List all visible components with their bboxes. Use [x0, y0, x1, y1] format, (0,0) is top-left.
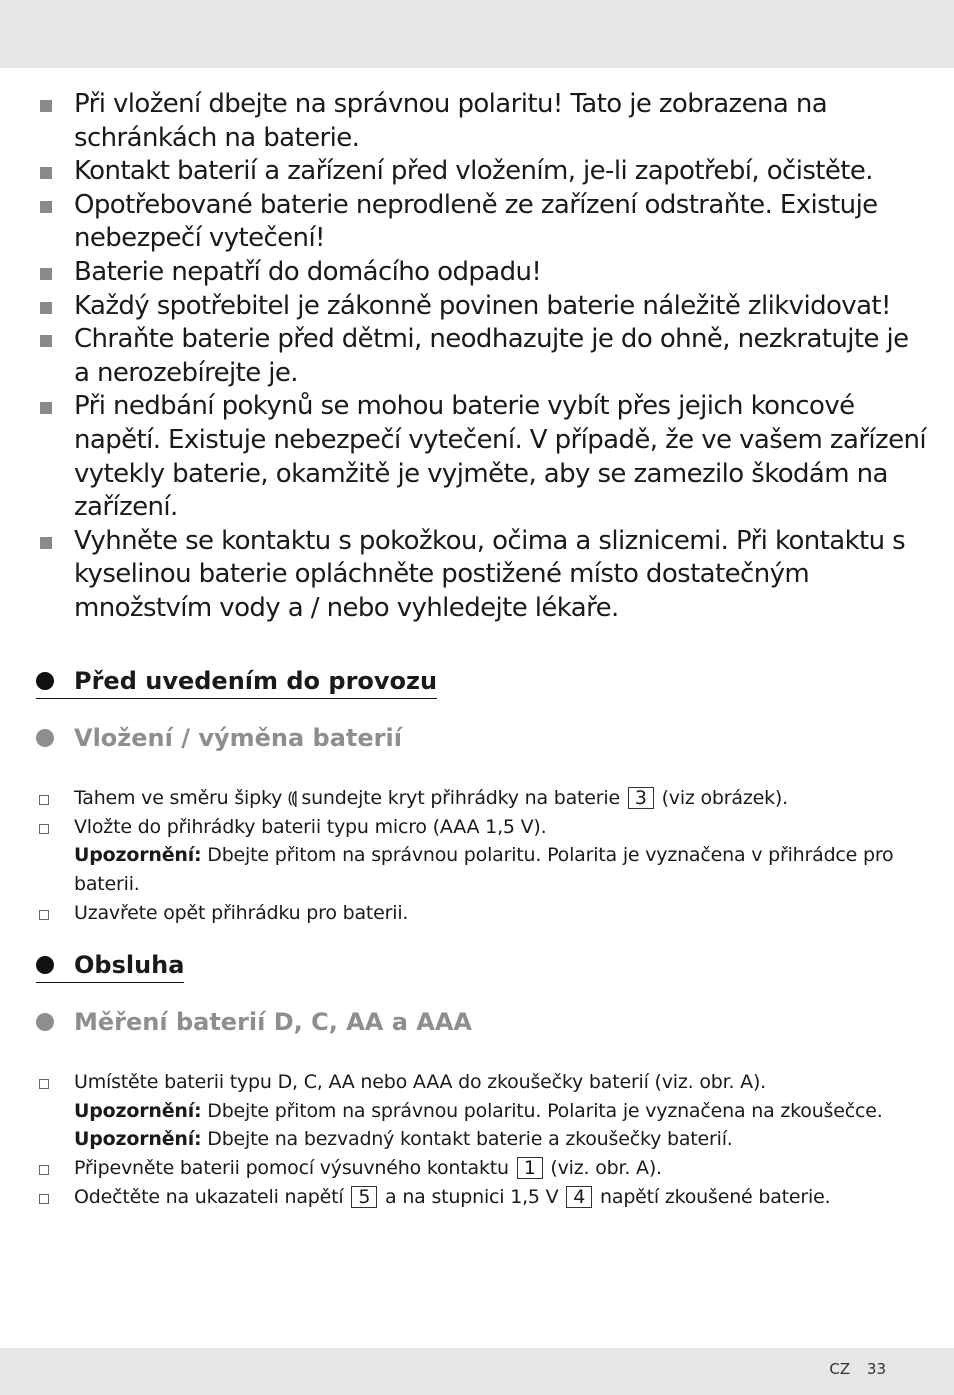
list-item: Odečtěte na ukazateli napětí 5 a na stupnici 1,5 V 4 napětí zkoušené baterie. — [36, 1183, 926, 1212]
square-bullet-icon — [40, 335, 52, 347]
square-bullet-icon — [40, 268, 52, 280]
section-heading: Před uvedením do provozu — [36, 666, 437, 699]
checkbox-bullet-icon — [39, 1079, 49, 1089]
list-item: Vyhněte se kontaktu s pokožkou, očima a sliznicemi. Při kontaktu s kyselinou baterie opláchněte postižené místo dostatečným množstvím vody a / nebo vyhledejte lékaře. — [36, 525, 926, 626]
list-item: Kontakt baterií a zařízení před vložením, je-li zapotřebí, očistěte. — [36, 155, 926, 189]
list-item: Baterie nepatří do domácího odpadu! — [36, 256, 926, 290]
list-item: Opotřebované baterie neprodleně ze zařízení odstraňte. Existuje nebezpečí vytečení! — [36, 189, 926, 256]
section-subheading: Vložení / výměna baterií — [36, 723, 402, 753]
square-bullet-icon — [40, 201, 52, 213]
list-item: Umístěte baterii typu D, C, AA nebo AAA do zkoušečky baterií (viz. obr. A). — [36, 1068, 926, 1097]
square-bullet-icon — [40, 537, 52, 549]
square-bullet-icon — [40, 402, 52, 414]
checkbox-bullet-icon — [39, 824, 49, 834]
reference-number: 5 — [351, 1186, 377, 1208]
footer-band — [0, 1348, 954, 1395]
square-bullet-icon — [40, 100, 52, 112]
checkbox-bullet-icon — [39, 910, 49, 920]
warning-list — [36, 88, 926, 626]
reference-number: 4 — [566, 1186, 592, 1208]
list-item: Při vložení dbejte na správnou polaritu! Tato je zobrazena na schránkách na baterie. — [36, 88, 926, 155]
bullet-dot-icon — [36, 672, 54, 690]
bullet-dot-icon — [36, 1013, 54, 1031]
note: Upozornění: Dbejte přitom na správnou polaritu. Polarita je vyznačena na zkoušečce. — [74, 1099, 883, 1122]
section-subheading: Měření baterií D, C, AA a AAA — [36, 1007, 472, 1037]
checkbox-bullet-icon — [39, 1165, 49, 1175]
list-item: Chraňte baterie před dětmi, neodhazujte je do ohně, nezkratujte je a nerozebírejte je. — [36, 323, 926, 390]
square-bullet-icon — [40, 302, 52, 314]
bullet-dot-icon — [36, 729, 54, 747]
arrow-icon: ⸨| — [288, 788, 296, 807]
note: Upozornění: Dbejte přitom na správnou polaritu. Polarita je vyznačena v přihrádce pro baterii. — [74, 844, 894, 896]
list-item: Tahem ve směru šipky ⸨| sundejte kryt přihrádky na baterie 3 (viz obrázek). — [36, 784, 926, 813]
page-footer — [817, 1360, 886, 1378]
step-list — [36, 1068, 926, 1212]
square-bullet-icon — [40, 167, 52, 179]
list-item: Vložte do přihrádky baterii typu micro (AAA 1,5 V). — [36, 813, 926, 842]
checkbox-bullet-icon — [39, 795, 49, 805]
list-item: Každý spotřebitel je zákonně povinen baterie náležitě zlikvidovat! — [36, 290, 926, 324]
section-heading: Obsluha — [36, 950, 184, 983]
step-list — [36, 784, 926, 928]
language-code: CZ — [829, 1360, 851, 1378]
reference-number: 1 — [517, 1157, 543, 1179]
list-item: Připevněte baterii pomocí výsuvného kontaktu 1 (viz. obr. A). — [36, 1154, 926, 1183]
note: Upozornění: Dbejte na bezvadný kontakt baterie a zkoušečky baterií. — [74, 1128, 733, 1151]
list-item: Při nedbání pokynů se mohou baterie vybít přes jejich koncové napětí. Existuje nebezpečí vytečení. V případě, že ve vašem zařízení vytekly baterie, okamžitě je vyjměte, aby se zamezilo škodám na zařízení. — [36, 390, 926, 524]
reference-number: 3 — [628, 787, 654, 809]
bullet-dot-icon — [36, 956, 54, 974]
page-number: 33 — [866, 1360, 886, 1378]
checkbox-bullet-icon — [39, 1194, 49, 1204]
list-item: Uzavřete opět přihrádku pro baterii. — [36, 899, 926, 928]
header-band — [0, 0, 954, 68]
